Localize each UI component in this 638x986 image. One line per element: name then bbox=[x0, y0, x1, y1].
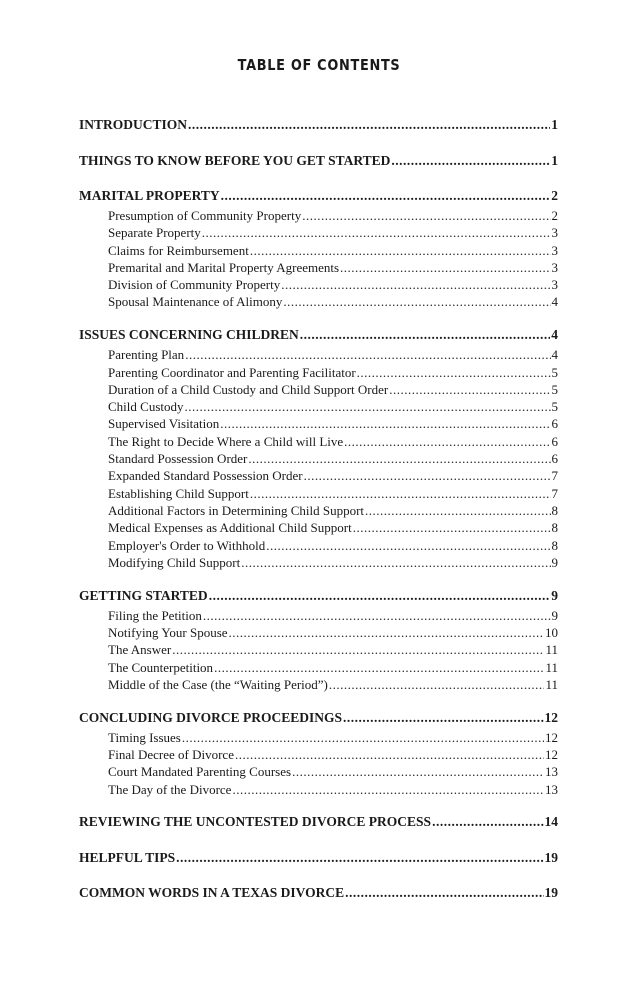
toc-entry-page-number: 2 bbox=[551, 208, 558, 223]
toc-entry-title: The Counterpetition bbox=[108, 659, 214, 675]
dot-leader bbox=[343, 710, 543, 726]
toc-section-heading[interactable] bbox=[79, 814, 558, 834]
toc-entry-title: Notifying Your Spouse bbox=[108, 624, 228, 640]
toc-section-heading[interactable] bbox=[79, 850, 558, 870]
toc-entry-page-number: 5 bbox=[551, 364, 558, 380]
toc-entry[interactable] bbox=[79, 642, 558, 659]
dot-leader bbox=[220, 416, 550, 432]
toc-entry[interactable] bbox=[79, 486, 558, 503]
dot-leader bbox=[389, 382, 550, 398]
dot-leader bbox=[344, 434, 550, 450]
toc-section-heading-title: COMMON WORDS IN A TEXAS DIVORCE bbox=[79, 885, 345, 901]
toc-entry-title: Standard Possession Order bbox=[108, 451, 248, 467]
dot-leader bbox=[292, 764, 544, 780]
toc-section-heading[interactable] bbox=[79, 153, 558, 173]
toc-entry[interactable] bbox=[79, 555, 558, 572]
toc-entry[interactable] bbox=[79, 608, 558, 625]
dot-leader bbox=[235, 747, 544, 763]
toc-entry-page-number: 6 bbox=[551, 416, 558, 432]
toc-section-heading[interactable] bbox=[79, 710, 558, 730]
toc-entry[interactable] bbox=[79, 782, 558, 799]
toc-entry[interactable] bbox=[79, 625, 558, 642]
toc-entry[interactable] bbox=[79, 416, 558, 433]
toc-entry-page-number: 6 bbox=[551, 433, 558, 449]
toc-entry[interactable] bbox=[79, 764, 558, 781]
dot-leader bbox=[176, 850, 543, 866]
dot-leader bbox=[357, 365, 551, 381]
toc-entry-title: Medical Expenses as Additional Child Support bbox=[108, 520, 352, 536]
toc-entry[interactable] bbox=[79, 347, 558, 364]
toc-entry-title: Spousal Maintenance of Alimony bbox=[108, 294, 283, 310]
toc-entry-title: Parenting Plan bbox=[108, 347, 185, 363]
toc-entry-page-number: 4 bbox=[551, 347, 558, 363]
toc-section-heading[interactable] bbox=[79, 327, 558, 347]
toc-section-heading-title: HELPFUL TIPS bbox=[79, 849, 176, 865]
toc-entry[interactable] bbox=[79, 660, 558, 677]
toc-section bbox=[79, 588, 558, 694]
dot-leader bbox=[188, 117, 550, 133]
toc-section-heading-page-number: 1 bbox=[551, 152, 558, 168]
dot-leader bbox=[365, 503, 550, 519]
toc-section bbox=[79, 188, 558, 312]
toc-entry-page-number: 12 bbox=[545, 729, 558, 745]
toc-entry-title: Final Decree of Divorce bbox=[108, 746, 234, 762]
dot-leader bbox=[214, 660, 544, 676]
toc-entry-page-number: 9 bbox=[551, 554, 558, 570]
toc-section bbox=[79, 117, 558, 137]
dot-leader bbox=[185, 347, 550, 363]
toc-entry-title: Timing Issues bbox=[108, 729, 181, 745]
toc-entry[interactable] bbox=[79, 520, 558, 537]
dot-leader bbox=[329, 677, 545, 693]
toc-entry-page-number: 5 bbox=[551, 381, 558, 397]
toc-section-heading-title: GETTING STARTED bbox=[79, 587, 208, 603]
dot-leader bbox=[340, 260, 550, 276]
toc-entry-title: Employer's Order to Withhold bbox=[108, 537, 266, 553]
toc-section-heading-page-number: 1 bbox=[551, 117, 558, 132]
toc-section-heading[interactable] bbox=[79, 885, 558, 905]
toc-entry-page-number: 10 bbox=[545, 624, 558, 640]
toc-entry-page-number: 8 bbox=[551, 502, 558, 518]
toc-entry-page-number: 13 bbox=[545, 781, 558, 797]
dot-leader bbox=[172, 642, 544, 658]
toc-entry-page-number: 7 bbox=[551, 468, 558, 484]
toc-entry[interactable] bbox=[79, 365, 558, 382]
dot-leader bbox=[229, 625, 544, 641]
toc-section-heading-page-number: 14 bbox=[544, 814, 558, 830]
toc-entry-title: Establishing Child Support bbox=[108, 485, 249, 501]
dot-leader bbox=[182, 730, 544, 746]
toc-entry-page-number: 11 bbox=[545, 659, 558, 675]
dot-leader bbox=[353, 520, 551, 536]
table-of-contents bbox=[79, 117, 558, 921]
toc-entry-page-number: 5 bbox=[551, 399, 558, 415]
toc-entry[interactable] bbox=[79, 434, 558, 451]
toc-entry-title: Claims for Reimbursement bbox=[108, 242, 249, 258]
toc-section-heading-page-number: 12 bbox=[544, 709, 558, 725]
toc-entry-page-number: 13 bbox=[545, 764, 558, 780]
toc-section-heading-page-number: 4 bbox=[551, 327, 558, 343]
toc-entry-page-number: 12 bbox=[545, 746, 558, 762]
toc-section-heading-page-number: 9 bbox=[551, 587, 558, 603]
dot-leader bbox=[185, 399, 551, 415]
toc-entry-page-number: 8 bbox=[551, 520, 558, 536]
toc-entry-page-number: 4 bbox=[551, 294, 558, 310]
toc-section-heading-title: THINGS TO KNOW BEFORE YOU GET STARTED bbox=[79, 152, 391, 168]
dot-leader bbox=[203, 608, 551, 624]
dot-leader bbox=[250, 486, 551, 502]
dot-leader bbox=[345, 885, 543, 901]
toc-entry-title: Separate Property bbox=[108, 225, 201, 241]
toc-entry-page-number: 3 bbox=[551, 259, 558, 275]
toc-section-heading-title: INTRODUCTION bbox=[79, 117, 188, 132]
toc-section bbox=[79, 153, 558, 173]
toc-entry-title: Supervised Visitation bbox=[108, 416, 220, 432]
toc-section bbox=[79, 814, 558, 834]
toc-entry-title: The Day of the Divorce bbox=[108, 781, 232, 797]
toc-entry-page-number: 9 bbox=[551, 607, 558, 623]
toc-entry-title: Modifying Child Support bbox=[108, 554, 241, 570]
toc-section-heading-page-number: 2 bbox=[551, 188, 558, 203]
dot-leader bbox=[283, 294, 550, 310]
toc-entry[interactable] bbox=[79, 399, 558, 416]
toc-section-heading-title: ISSUES CONCERNING CHILDREN bbox=[79, 327, 299, 343]
dot-leader bbox=[391, 153, 550, 169]
toc-entry-title: Presumption of Community Property bbox=[108, 208, 302, 223]
toc-entry[interactable] bbox=[79, 468, 558, 485]
toc-entry[interactable] bbox=[79, 382, 558, 399]
toc-entry-title: Duration of a Child Custody and Child Support Order bbox=[108, 381, 389, 397]
toc-entry[interactable] bbox=[79, 294, 558, 311]
toc-section-heading[interactable] bbox=[79, 588, 558, 608]
toc-section bbox=[79, 710, 558, 799]
dot-leader bbox=[221, 188, 551, 204]
toc-entry[interactable] bbox=[79, 538, 558, 555]
toc-entry[interactable] bbox=[79, 730, 558, 747]
toc-section bbox=[79, 327, 558, 572]
toc-entry-title: The Answer bbox=[108, 642, 172, 658]
toc-entry-page-number: 6 bbox=[551, 451, 558, 467]
toc-entry-title: Division of Community Property bbox=[108, 277, 281, 293]
toc-section-heading-title: CONCLUDING DIVORCE PROCEEDINGS bbox=[79, 709, 343, 725]
toc-section-heading-page-number: 19 bbox=[544, 885, 558, 901]
toc-entry-title: Expanded Standard Possession Order bbox=[108, 468, 303, 484]
dot-leader bbox=[281, 277, 550, 293]
dot-leader bbox=[300, 327, 550, 343]
toc-entry-title: The Right to Decide Where a Child will Live bbox=[108, 433, 344, 449]
dot-leader bbox=[302, 208, 550, 224]
toc-entry-title: Child Custody bbox=[108, 399, 184, 415]
toc-section-heading-title: MARITAL PROPERTY bbox=[79, 188, 220, 203]
dot-leader bbox=[432, 814, 543, 830]
dot-leader bbox=[266, 538, 550, 554]
toc-entry[interactable] bbox=[79, 503, 558, 520]
dot-leader bbox=[304, 468, 551, 484]
toc-entry[interactable] bbox=[79, 208, 558, 225]
dot-leader bbox=[202, 225, 551, 241]
toc-section-heading[interactable] bbox=[79, 117, 558, 137]
toc-section-heading[interactable] bbox=[79, 188, 558, 208]
dot-leader bbox=[248, 451, 550, 467]
toc-section-heading-page-number: 19 bbox=[544, 849, 558, 865]
toc-entry-title: Filing the Petition bbox=[108, 607, 202, 623]
toc-entry-page-number: 11 bbox=[545, 676, 558, 692]
toc-entry-page-number: 3 bbox=[551, 277, 558, 293]
toc-entry[interactable] bbox=[79, 277, 558, 294]
dot-leader bbox=[241, 555, 550, 571]
toc-section bbox=[79, 885, 558, 905]
toc-entry[interactable] bbox=[79, 243, 558, 260]
toc-entry[interactable] bbox=[79, 225, 558, 242]
toc-entry-page-number: 3 bbox=[551, 225, 558, 241]
toc-entry[interactable] bbox=[79, 747, 558, 764]
dot-leader bbox=[209, 588, 551, 604]
toc-entry-page-number: 11 bbox=[545, 642, 558, 658]
toc-entry-title: Court Mandated Parenting Courses bbox=[108, 764, 292, 780]
dot-leader bbox=[232, 782, 544, 798]
toc-section bbox=[79, 850, 558, 870]
toc-entry-page-number: 7 bbox=[551, 485, 558, 501]
toc-section-heading-title: REVIEWING THE UNCONTESTED DIVORCE PROCESS bbox=[79, 814, 432, 830]
toc-entry-title: Additional Factors in Determining Child Support bbox=[108, 502, 365, 518]
dot-leader bbox=[250, 243, 551, 259]
toc-entry-title: Premarital and Marital Property Agreements bbox=[108, 259, 340, 275]
page-title: TABLE OF CONTENTS bbox=[237, 56, 401, 74]
toc-entry[interactable] bbox=[79, 451, 558, 468]
toc-entry-title: Parenting Coordinator and Parenting Facilitator bbox=[108, 364, 356, 380]
toc-entry[interactable] bbox=[79, 677, 558, 694]
toc-entry-page-number: 8 bbox=[551, 537, 558, 553]
toc-entry[interactable] bbox=[79, 260, 558, 277]
toc-entry-title: Middle of the Case (the “Waiting Period”) bbox=[108, 676, 328, 692]
toc-entry-page-number: 3 bbox=[551, 242, 558, 258]
